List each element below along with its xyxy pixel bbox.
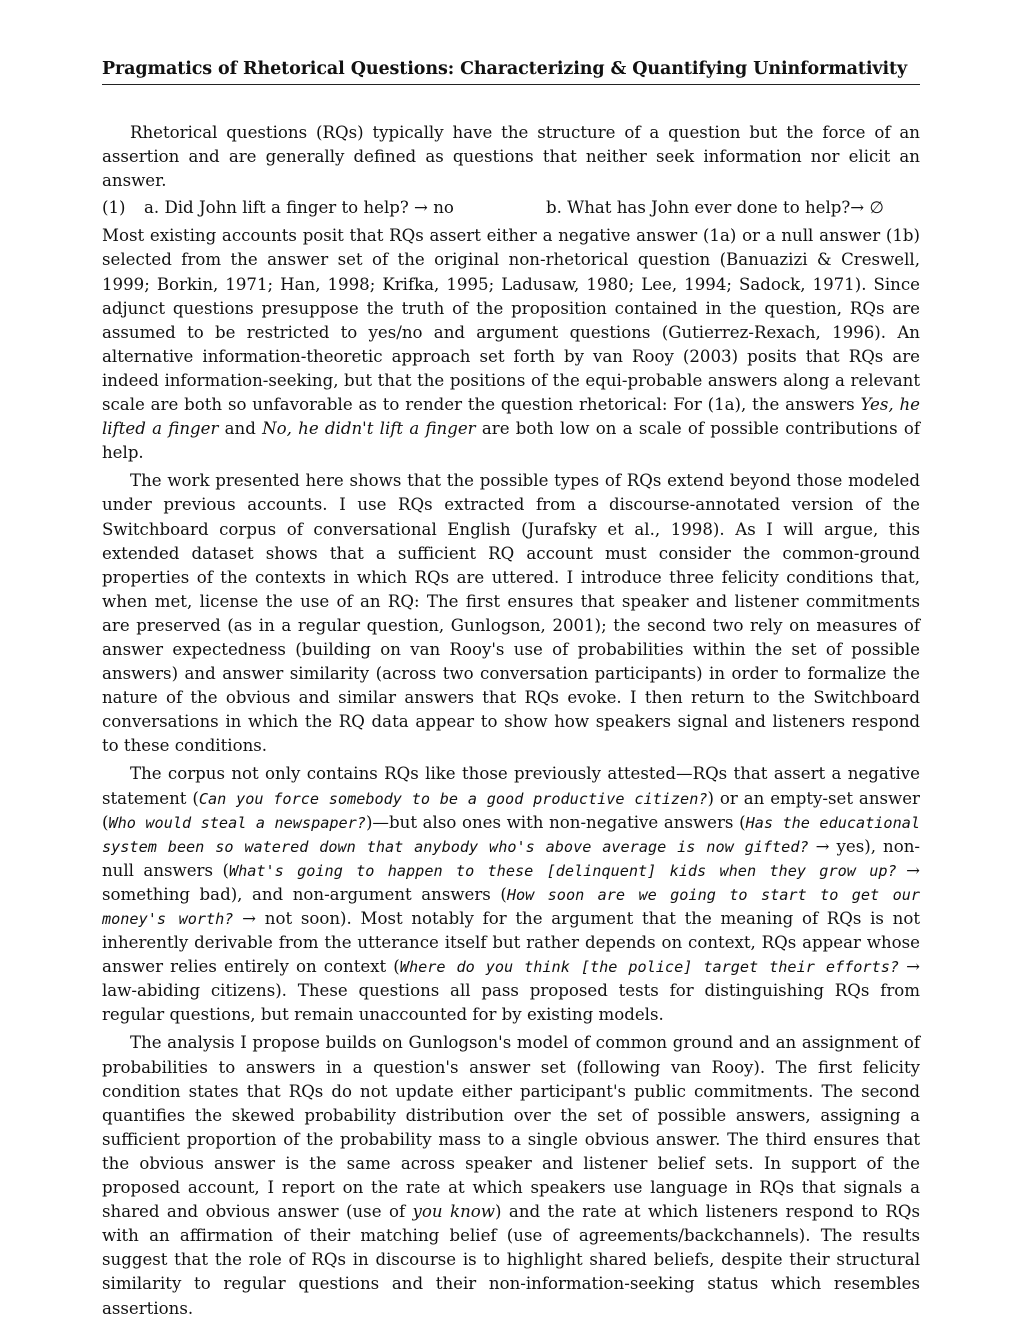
example-question-force: Can you force somebody to be a good productive citizen? [198,789,708,808]
example-question-police-b: [the police] [580,958,693,977]
text-span: )—but also ones with non-negative answers ( [365,812,746,832]
text-span: ) or an empty-set answer ( [102,788,920,832]
paragraph-analysis [102,1031,920,1320]
example-number: (1) [102,198,126,218]
example-question-educational: Has the educational system been so watered down that anybody who's above average is now gifted? [102,813,921,856]
page-header-title: Pragmatics of Rhetorical Questions: Characterizing & Quantifying Uninformativity [102,58,920,85]
example-question-kids-a: What's going to happen to these [228,861,547,880]
intro-paragraph: Rhetorical questions (RQs) typically have the structure of a question but the force of an assertion and are generally defined as questions that neither seek information nor elicit an answer. [102,123,920,191]
text-span: and [218,419,263,439]
example-1 [102,196,920,220]
example-question-police-a: Where do you think [399,958,581,977]
paper-page [102,58,920,1321]
italic-answer-no: No, he didn't lift a finger [262,419,476,439]
paragraph-corpus [102,762,920,1027]
paragraph-work-presented: The work presented here shows that the possible types of RQs extend beyond those modeled under previous accounts. I use RQs extracted from a discourse-annotated version of the Switchboard corpus of conversational English (Jurafsky et al., 1998). As I will argue, this extended dataset shows that a sufficient RQ account must consider the common-ground properties of the contexts in which RQs are uttered. I introduce three felicity conditions that, when met, license the use of an RQ: The first ensures that speaker and listener commitments are preserved (as in a regular question, Gunlogson, 2001); the second two rely on measures of answer expectedness (building on van Rooy's use of probabilities within the set of possible answers) and answer similarity (across two conversation participants) in order to formalize the nature of the obvious and similar answers that RQs evoke. I then return to the Switchboard conversations in which the RQ data appear to show how speakers signal and listeners respond to these conditions. [102,471,920,756]
text-span: → yes), non-null answers ( [102,836,920,880]
example-question-police-c: target their efforts? [692,958,899,977]
example-question-newspaper: Who would steal a newspaper? [108,813,366,832]
text-span: → not soon). Most notably for the argument that the meaning of RQs is not inherently derivable from the utterance itself but rather depends on context, RQs appear whose answer relies entirely on context ( [102,909,920,977]
text-span: The analysis I propose builds on Gunlogson's model of common ground and an assignment of probabilities to answers in a question's answer set (following van Rooy). The first felicity condition states that RQs do not update either participant's public commitments. The second quantifies the skewed probability distribution over the set of possible answers, assigning a sufficient proportion of the probability mass to a single obvious answer. The third ensures that the obvious answer is the same across speaker and listener belief sets. In support of the proposed account, I report on the rate at which speakers use language in RQs that signals a shared and obvious answer (use of [102,1033,920,1222]
example-1a: a. Did John lift a finger to help? → no [144,198,454,218]
text-span: → law-abiding citizens). These questions all pass proposed tests for distinguishing RQs from regular questions, but remain unaccounted for by existing models. [102,957,920,1025]
example-question-money: How soon are we going to start to get our money's worth? [102,885,920,928]
example-1b: b. What has John ever done to help?→ ∅ [546,198,884,218]
paragraph-existing-accounts [102,224,920,465]
text-span: ) and the rate at which listeners respond to RQs with an affirmation of their matching belief (use of agreements/backchannels). The results suggest that the role of RQs in discourse is to highlight shared beliefs, despite their structural similarity to regular questions and their non-information-seeking status which resembles assertions. [102,1202,920,1318]
example-question-kids-b: [delinquent] [546,861,657,880]
text-span: → something bad), and non-argument answers ( [102,860,920,904]
italic-answer-yes: Yes, he lifted a finger [102,395,920,439]
text-span: The corpus not only contains RQs like those previously attested—RQs that assert a negative statement ( [102,764,920,808]
paper-body [102,121,920,1321]
text-span: are both low on a scale of possible contributions of help. [102,419,920,463]
italic-you-know: you know [412,1202,495,1222]
text-span: Most existing accounts posit that RQs assert either a negative answer (1a) or a null answer (1b) selected from the answer set of the original non-rhetorical question (Banuazizi & Creswell, 1999; Borkin, 1971; Han, 1998; Krifka, 1995; Ladusaw, 1980; Lee, 1994; Sadock, 1971). Since adjunct questions presuppose the truth of the proposition contained in the question, RQs are assumed to be restricted to yes/no and argument questions (Gutierrez-Rexach, 1996). An alternative information-theoretic approach set forth by van Rooy (2003) posits that RQs are indeed information-seeking, but that the positions of the equi-probable answers along a relevant scale are both so unfavorable as to render the question rhetorical: For (1a), the answers [102,226,920,415]
example-question-kids-c: kids when they grow up? [656,861,897,880]
